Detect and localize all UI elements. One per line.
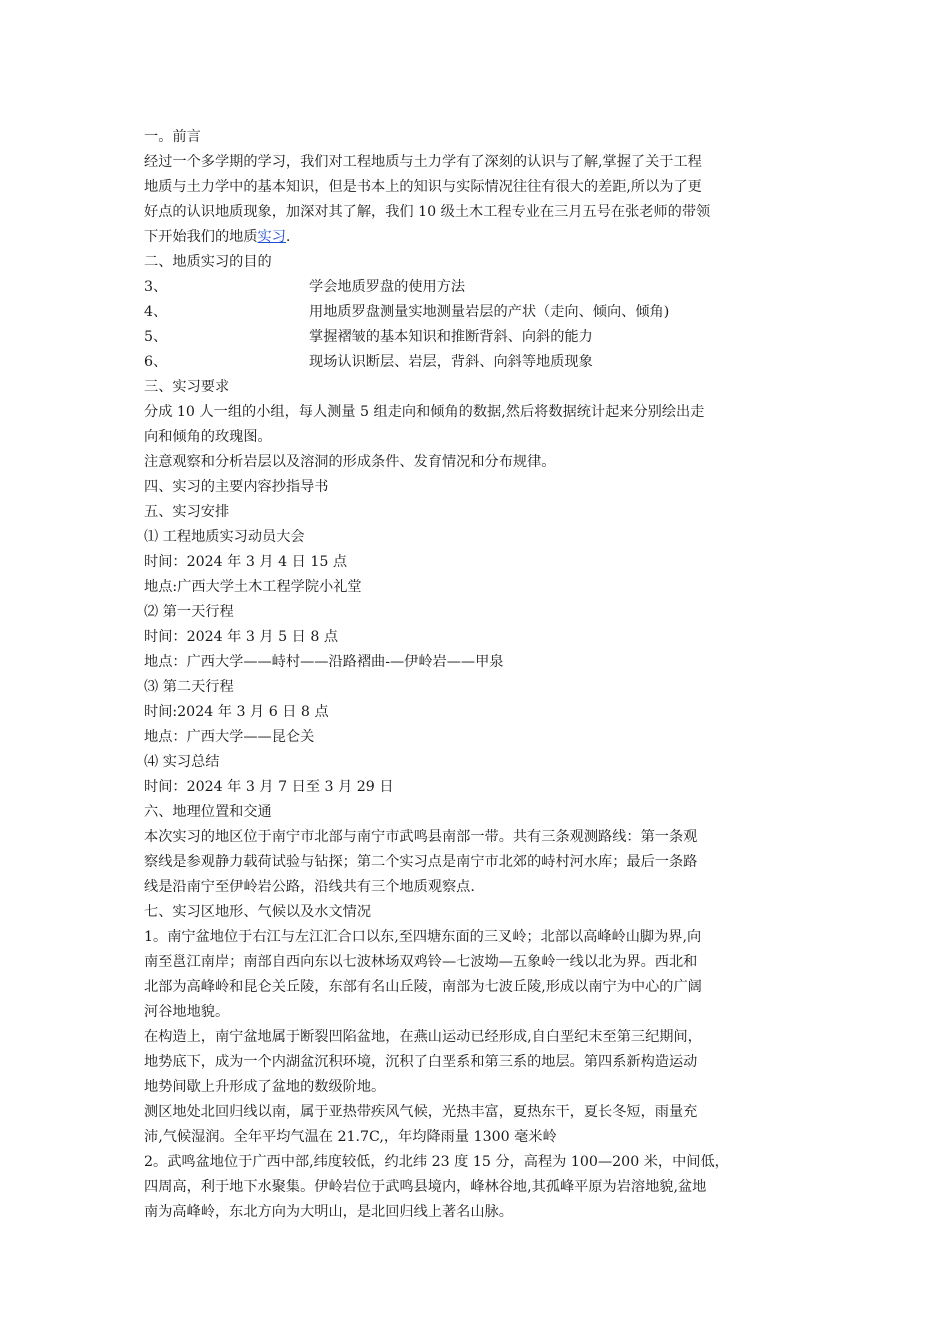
list-text: 用地质罗盘测量实地测量岩层的产状（走向、倾向、倾角) bbox=[309, 304, 670, 320]
list-text: 学会地质罗盘的使用方法 bbox=[309, 279, 466, 295]
paragraph-line: 好点的认识地质现象，加深对其了解，我们 10 级土木工程专业在三月五号在张老师的带领 bbox=[144, 204, 711, 220]
schedule-line: 地点：广西大学——峙村——沿路褶曲-—伊岭岩——甲泉 bbox=[144, 654, 504, 670]
paragraph-line: 线是沿南宁至伊岭岩公路，沿线共有三个地质观察点. bbox=[144, 879, 475, 895]
section-heading-schedule: 五、实习安排 bbox=[144, 504, 230, 520]
paragraph-line: 四周高，利于地下水聚集。伊岭岩位于武鸣县境内，峰林谷地,其孤峰平原为岩溶地貌,盆地 bbox=[144, 1179, 707, 1195]
schedule-line: 地点：广西大学——昆仑关 bbox=[144, 729, 315, 745]
schedule-line: ⑷ 实习总结 bbox=[144, 754, 220, 770]
schedule-line: ⑵ 第一天行程 bbox=[144, 604, 234, 620]
paragraph-line: 察线是参观静力载荷试验与钻探；第二个实习点是南宁市北郊的峙村河水库；最后一条路 bbox=[144, 854, 698, 870]
list-text: 掌握褶皱的基本知识和推断背斜、向斜的能力 bbox=[309, 329, 593, 345]
paragraph-line: 沛,气候湿润。全年平均气温在 21.7C,，年均降雨量 1300 毫米岭 bbox=[144, 1129, 557, 1145]
paragraph-line: 地势底下，成为一个内湖盆沉积环境，沉积了白垩系和第三系的地层。第四系新构造运动 bbox=[144, 1054, 698, 1070]
list-item bbox=[144, 275, 809, 300]
paragraph-line: 河谷地地貌。 bbox=[144, 1004, 230, 1020]
paragraph-line bbox=[144, 225, 809, 250]
paragraph-line: 向和倾角的玫瑰图。 bbox=[144, 429, 272, 445]
schedule-line: 时间：2024 年 3 月 5 日 8 点 bbox=[144, 629, 339, 645]
list-number: 3、 bbox=[144, 279, 168, 295]
section-heading-purpose: 二、地质实习的目的 bbox=[144, 254, 272, 270]
paragraph-line: 经过一个多学期的学习，我们对工程地质与土力学有了深刻的认识与了解,掌握了关于工程 bbox=[144, 154, 702, 170]
paragraph-line: 地势间歇上升形成了盆地的数级阶地。 bbox=[144, 1079, 386, 1095]
section-heading-requirements: 三、实习要求 bbox=[144, 379, 230, 395]
text-span: . bbox=[285, 229, 291, 245]
paragraph-line: 地质与土力学中的基本知识，但是书本上的知识与实际情况往往有很大的差距,所以为了更 bbox=[144, 179, 702, 195]
schedule-line: 时间:2024 年 3 月 6 日 8 点 bbox=[144, 704, 329, 720]
section-heading-content: 四、实习的主要内容抄指导书 bbox=[144, 479, 329, 495]
schedule-line: 时间：2024 年 3 月 4 日 15 点 bbox=[144, 554, 348, 570]
list-item bbox=[144, 325, 809, 350]
document-body bbox=[144, 125, 809, 1225]
schedule-line: ⑴ 工程地质实习动员大会 bbox=[144, 529, 305, 545]
paragraph-line: 本次实习的地区位于南宁市北部与南宁市武鸣县南部一带。共有三条观测路线：第一条观 bbox=[144, 829, 698, 845]
paragraph-line: 南至邕江南岸；南部自西向东以七波林场双鸡铃—七波坳—五象岭一线以北为界。西北和 bbox=[144, 954, 698, 970]
paragraph-line: 2。武鸣盆地位于广西中部,纬度较低，约北纬 23 度 15 分，高程为 100—200 米，中间低， bbox=[144, 1154, 729, 1170]
list-number: 6、 bbox=[144, 354, 168, 370]
list-text: 现场认识断层、岩层，背斜、向斜等地质现象 bbox=[309, 354, 593, 370]
paragraph-line: 在构造上，南宁盆地属于断裂凹陷盆地，在燕山运动已经形成,自白垩纪末至第三纪期间， bbox=[144, 1029, 702, 1045]
schedule-line: 地点:广西大学土木工程学院小礼堂 bbox=[144, 579, 362, 595]
paragraph-line: 分成 10 人一组的小组，每人测量 5 组走向和倾角的数据,然后将数据统计起来分别绘出走 bbox=[144, 404, 705, 420]
schedule-line: 时间：2024 年 3 月 7 日至 3 月 29 日 bbox=[144, 779, 394, 795]
paragraph-line: 北部为高峰岭和昆仑关丘陵，东部有名山丘陵，南部为七波丘陵,形成以南宁为中心的广阔 bbox=[144, 979, 702, 995]
paragraph-line: 1。南宁盆地位于右江与左江汇合口以东,至四塘东面的三叉岭；北部以高峰岭山脚为界,向 bbox=[144, 929, 702, 945]
section-heading-preface: 一。前言 bbox=[144, 129, 201, 145]
list-number: 4、 bbox=[144, 304, 168, 320]
paragraph-line: 测区地处北回归线以南，属于亚热带疾风气候，光热丰富，夏热东干，夏长冬短，雨量充 bbox=[144, 1104, 698, 1120]
list-item bbox=[144, 350, 809, 375]
text-span: 下开始我们的地质 bbox=[144, 229, 258, 245]
paragraph-line: 南为高峰岭，东北方向为大明山，是北回归线上著名山脉。 bbox=[144, 1204, 513, 1220]
schedule-line: ⑶ 第二天行程 bbox=[144, 679, 234, 695]
section-heading-terrain: 七、实习区地形、气候以及水文情况 bbox=[144, 904, 372, 920]
list-item bbox=[144, 300, 809, 325]
paragraph-line: 注意观察和分析岩层以及溶洞的形成条件、发育情况和分布规律。 bbox=[144, 454, 556, 470]
list-number: 5、 bbox=[144, 329, 168, 345]
internship-link[interactable]: 实习 bbox=[257, 229, 286, 245]
section-heading-location: 六、地理位置和交通 bbox=[144, 804, 272, 820]
